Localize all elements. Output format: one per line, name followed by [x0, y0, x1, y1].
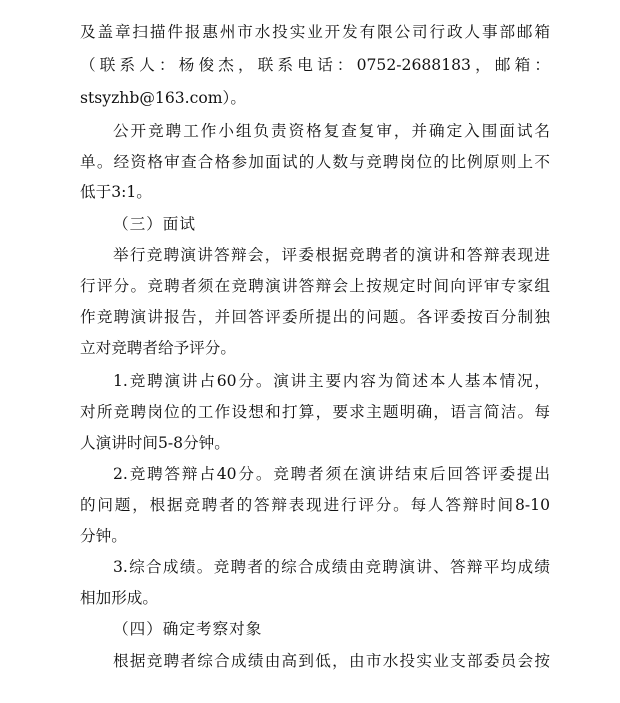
paragraph-line: 立对竞聘者给予评分。 — [80, 339, 236, 357]
paragraph-line: 根据竞聘者综合成绩由高到低，由市水投实业支部委员会按 — [113, 652, 550, 670]
paragraph-line: 1.竞聘演讲占60分。演讲主要内容为简述本人基本情况， — [113, 372, 550, 390]
paragraph-line: 行评分。竞聘者须在竞聘演讲答辩会上按规定时间向评审专家组 — [80, 277, 550, 295]
paragraph-line: 2.竞聘答辩占40分。竞聘者须在演讲结束后回答评委提出 — [113, 465, 550, 483]
paragraph-line: （联系人：杨俊杰，联系电话：0752-2688183，邮箱： — [80, 56, 550, 74]
paragraph-line: 的问题，根据竞聘者的答辩表现进行评分。每人答辩时间8-10 — [80, 496, 550, 514]
paragraph-line: 3.综合成绩。竞聘者的综合成绩由竞聘演讲、答辩平均成绩 — [113, 558, 550, 576]
paragraph-line: 分钟。 — [80, 527, 127, 545]
paragraph-line: 低于3:1。 — [80, 183, 152, 201]
paragraph-line: 对所竞聘岗位的工作设想和打算，要求主题明确，语言简洁。每 — [80, 403, 550, 421]
paragraph-line: 作竞聘演讲报告，并回答评委所提出的问题。各评委按百分制独 — [80, 308, 550, 326]
paragraph-line: stsyzhb@163.com）。 — [80, 89, 246, 107]
paragraph-line: 公开竞聘工作小组负责资格复查复审，并确定入围面试名 — [113, 122, 550, 140]
section-heading-interview: （三）面试 — [113, 215, 196, 233]
paragraph-line: 相加形成。 — [80, 589, 158, 607]
paragraph-line: 人演讲时间5-8分钟。 — [80, 434, 230, 452]
paragraph-line: 举行竞聘演讲答辩会，评委根据竞聘者的演讲和答辩表现进 — [113, 246, 550, 264]
paragraph-line: 单。经资格审查合格参加面试的人数与竞聘岗位的比例原则上不 — [80, 153, 550, 171]
section-heading-candidates: （四）确定考察对象 — [113, 620, 263, 638]
paragraph-line: 及盖章扫描件报惠州市水投实业开发有限公司行政人事部邮箱 — [80, 23, 550, 41]
